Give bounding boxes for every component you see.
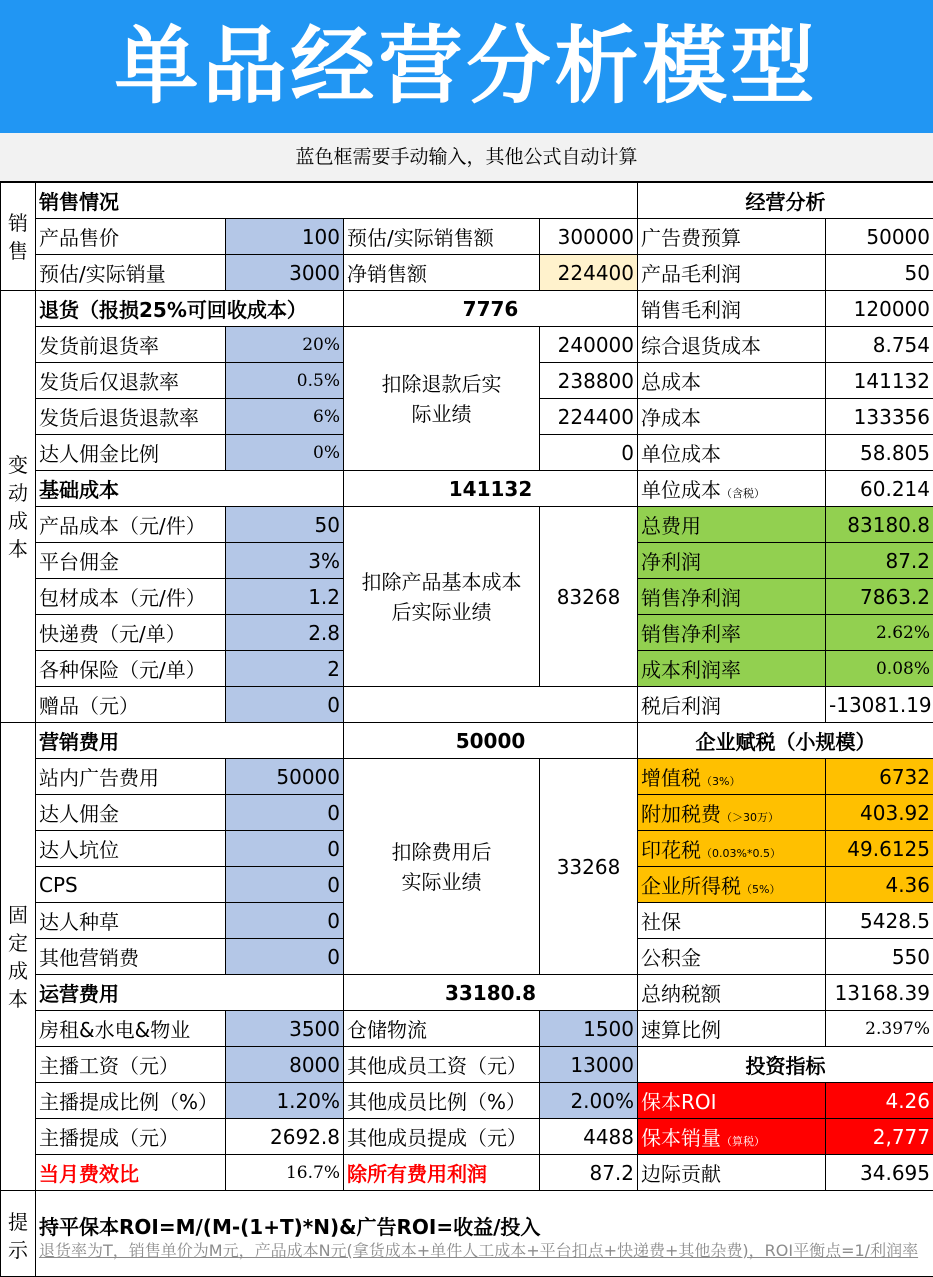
- green-metric-label: 销售净利润: [638, 579, 826, 615]
- after-tax-profit-label: 税后利润: [638, 687, 826, 723]
- operation-label: 其他成员比例（%）: [344, 1083, 540, 1119]
- operation-value: 4488: [540, 1119, 638, 1155]
- margin-contribution-label: 边际贡献: [638, 1155, 826, 1191]
- operation-label: 主播工资（元）: [36, 1047, 226, 1083]
- base-cost-input[interactable]: 1.2: [226, 579, 344, 615]
- operation-label: 房租&水电&物业: [36, 1011, 226, 1047]
- base-cost-mid-value: 83268: [540, 507, 638, 687]
- tax-row-value: 550: [826, 939, 933, 975]
- operation-input[interactable]: 3500: [226, 1011, 344, 1047]
- cost-efficiency-value: 16.7%: [226, 1155, 344, 1191]
- side-label-tip: 提 示: [1, 1191, 36, 1277]
- marketing-total: 50000: [344, 723, 638, 759]
- green-metric-value: 83180.8: [826, 507, 933, 543]
- green-metric-value: 0.08%: [826, 651, 933, 687]
- refund-total: 7776: [344, 291, 638, 327]
- analysis-value: 8.754: [826, 327, 933, 363]
- marketing-label: 其他营销费: [36, 939, 226, 975]
- analysis-value: 50000: [826, 219, 933, 255]
- operation-input[interactable]: 1500: [540, 1011, 638, 1047]
- marketing-label: 站内广告费用: [36, 759, 226, 795]
- est-qty-label: 预估/实际销量: [36, 255, 226, 291]
- tax-row-value: 13168.39: [826, 975, 933, 1011]
- operation-total: 33180.8: [344, 975, 638, 1011]
- tax-item-label: 附加税费（＞30万）: [638, 795, 826, 831]
- green-metric-label: 成本利润率: [638, 651, 826, 687]
- breakeven-roi-label: 保本ROI: [638, 1083, 826, 1119]
- marketing-input[interactable]: 0: [226, 903, 344, 939]
- marketing-label: 达人佣金: [36, 795, 226, 831]
- tax-row-label: 公积金: [638, 939, 826, 975]
- operation-label: 主播提成比例（%）: [36, 1083, 226, 1119]
- net-sales-value: 224400: [540, 255, 638, 291]
- sales-header: 销售情况: [36, 183, 638, 219]
- refund-row-label: 达人佣金比例: [36, 435, 226, 471]
- green-metric-value: 2.62%: [826, 615, 933, 651]
- side-label-fixed-cost: 固 定 成 本: [1, 723, 36, 1191]
- refund-header: 退货（报损25%可回收成本）: [36, 291, 344, 327]
- tax-row-label: 总纳税额: [638, 975, 826, 1011]
- refund-row-label: 发货前退货率: [36, 327, 226, 363]
- tax-item-value: 49.6125: [826, 831, 933, 867]
- operation-input[interactable]: 2.00%: [540, 1083, 638, 1119]
- breakeven-qty-value: 2,777: [826, 1119, 933, 1155]
- invest-header: 投资指标: [638, 1047, 933, 1083]
- analysis-label: 单位成本: [638, 435, 826, 471]
- analysis-value: 60.214: [826, 471, 933, 507]
- price-label: 产品售价: [36, 219, 226, 255]
- analysis-value: 58.805: [826, 435, 933, 471]
- refund-row-input[interactable]: 20%: [226, 327, 344, 363]
- operation-value: 2692.8: [226, 1119, 344, 1155]
- analysis-table: [0, 182, 933, 1277]
- operation-label: 其他成员提成（元）: [344, 1119, 540, 1155]
- subtitle: 蓝色框需要手动输入，其他公式自动计算: [0, 133, 933, 182]
- est-qty-input[interactable]: 3000: [226, 255, 344, 291]
- tax-row-label: 速算比例: [638, 1011, 826, 1047]
- est-sales-amount: 300000: [540, 219, 638, 255]
- net-profit-value: 87.2: [540, 1155, 638, 1191]
- refund-mid-label: 扣除退款后实际业绩: [344, 327, 540, 471]
- marketing-input[interactable]: 0: [226, 795, 344, 831]
- base-cost-label: 包材成本（元/件）: [36, 579, 226, 615]
- marketing-mid-value: 33268: [540, 759, 638, 975]
- analysis-label: 广告费预算: [638, 219, 826, 255]
- analysis-label: 销售毛利润: [638, 291, 826, 327]
- side-label-variable-cost: 变 动 成 本: [1, 291, 36, 723]
- base-cost-input[interactable]: 2.8: [226, 615, 344, 651]
- page-title: 单品经营分析模型: [0, 0, 933, 133]
- base-cost-label: 产品成本（元/件）: [36, 507, 226, 543]
- refund-mid-value: 224400: [540, 399, 638, 435]
- refund-row-input[interactable]: 0%: [226, 435, 344, 471]
- base-cost-input[interactable]: 50: [226, 507, 344, 543]
- green-metric-label: 销售净利率: [638, 615, 826, 651]
- operation-label: 其他成员工资（元）: [344, 1047, 540, 1083]
- analysis-value: 120000: [826, 291, 933, 327]
- refund-mid-value: 238800: [540, 363, 638, 399]
- operation-input[interactable]: 13000: [540, 1047, 638, 1083]
- tax-row-value: 5428.5: [826, 903, 933, 939]
- green-metric-value: 7863.2: [826, 579, 933, 615]
- refund-row-input[interactable]: 0.5%: [226, 363, 344, 399]
- breakeven-roi-value: 4.26: [826, 1083, 933, 1119]
- tax-item-value: 403.92: [826, 795, 933, 831]
- after-tax-profit-value: -13081.19: [826, 687, 933, 723]
- tax-item-label: 增值税（3%）: [638, 759, 826, 795]
- analysis-label: 单位成本（含税）: [638, 471, 826, 507]
- analysis-label: 净成本: [638, 399, 826, 435]
- base-cost-label: 各种保险（元/单）: [36, 651, 226, 687]
- base-cost-total: 141132: [344, 471, 638, 507]
- base-cost-header: 基础成本: [36, 471, 344, 507]
- marketing-input[interactable]: 0: [226, 939, 344, 975]
- tax-item-label: 印花税（0.03%*0.5）: [638, 831, 826, 867]
- green-metric-label: 总费用: [638, 507, 826, 543]
- base-cost-input[interactable]: 0: [226, 687, 344, 723]
- refund-mid-value: 0: [540, 435, 638, 471]
- price-input[interactable]: 100: [226, 219, 344, 255]
- tax-row-value: 2.397%: [826, 1011, 933, 1047]
- base-cost-label: 快递费（元/单）: [36, 615, 226, 651]
- breakeven-qty-label: 保本销量（算税）: [638, 1119, 826, 1155]
- net-sales-label: 净销售额: [344, 255, 540, 291]
- margin-contribution-value: 34.695: [826, 1155, 933, 1191]
- analysis-value: 141132: [826, 363, 933, 399]
- base-cost-label: 赠品（元）: [36, 687, 226, 723]
- operation-label: 主播提成（元）: [36, 1119, 226, 1155]
- refund-row-label: 发货后退货退款率: [36, 399, 226, 435]
- analysis-value: 50: [826, 255, 933, 291]
- analysis-label: 总成本: [638, 363, 826, 399]
- analysis-value: 133356: [826, 399, 933, 435]
- tax-item-value: 4.36: [826, 867, 933, 903]
- side-label-sales: 销 售: [1, 183, 36, 291]
- analysis-header: 经营分析: [638, 183, 933, 219]
- marketing-header: 营销费用: [36, 723, 344, 759]
- est-sales-amount-label: 预估/实际销售额: [344, 219, 540, 255]
- marketing-label: CPS: [36, 867, 226, 903]
- operation-input[interactable]: 1.20%: [226, 1083, 344, 1119]
- refund-row-input[interactable]: 6%: [226, 399, 344, 435]
- net-profit-label: 除所有费用利润: [344, 1155, 540, 1191]
- base-cost-label: 平台佣金: [36, 543, 226, 579]
- marketing-input[interactable]: 50000: [226, 759, 344, 795]
- tax-header: 企业赋税（小规模）: [638, 723, 933, 759]
- operation-label: 仓储物流: [344, 1011, 540, 1047]
- base-cost-mid-label: 扣除产品基本成本后实际业绩: [344, 507, 540, 687]
- green-metric-label: 净利润: [638, 543, 826, 579]
- refund-mid-value: 240000: [540, 327, 638, 363]
- refund-row-label: 发货后仅退款率: [36, 363, 226, 399]
- base-cost-input[interactable]: 2: [226, 651, 344, 687]
- operation-input[interactable]: 8000: [226, 1047, 344, 1083]
- tip-box: [36, 1191, 933, 1277]
- tax-row-label: 社保: [638, 903, 826, 939]
- base-cost-input[interactable]: 3%: [226, 543, 344, 579]
- operation-header: 运营费用: [36, 975, 344, 1011]
- tax-item-label: 企业所得税（5%）: [638, 867, 826, 903]
- cost-efficiency-label: 当月费效比: [36, 1155, 226, 1191]
- green-metric-value: 87.2: [826, 543, 933, 579]
- marketing-label: 达人坑位: [36, 831, 226, 867]
- analysis-label: 综合退货成本: [638, 327, 826, 363]
- analysis-label: 产品毛利润: [638, 255, 826, 291]
- tip-formula: 持平保本ROI=M/(M-(1+T)*N)&广告ROI=收益/投入: [39, 1211, 930, 1240]
- marketing-input[interactable]: 0: [226, 831, 344, 867]
- marketing-input[interactable]: 0: [226, 867, 344, 903]
- tip-note: 退货率为T，销售单价为M元，产品成本N元(拿货成本+单件人工成本+平台扣点+快递费+其他杂费)，ROI平衡点=1/利润率: [39, 1240, 930, 1261]
- marketing-mid-label: 扣除费用后实际业绩: [344, 759, 540, 975]
- tax-item-value: 6732: [826, 759, 933, 795]
- marketing-label: 达人种草: [36, 903, 226, 939]
